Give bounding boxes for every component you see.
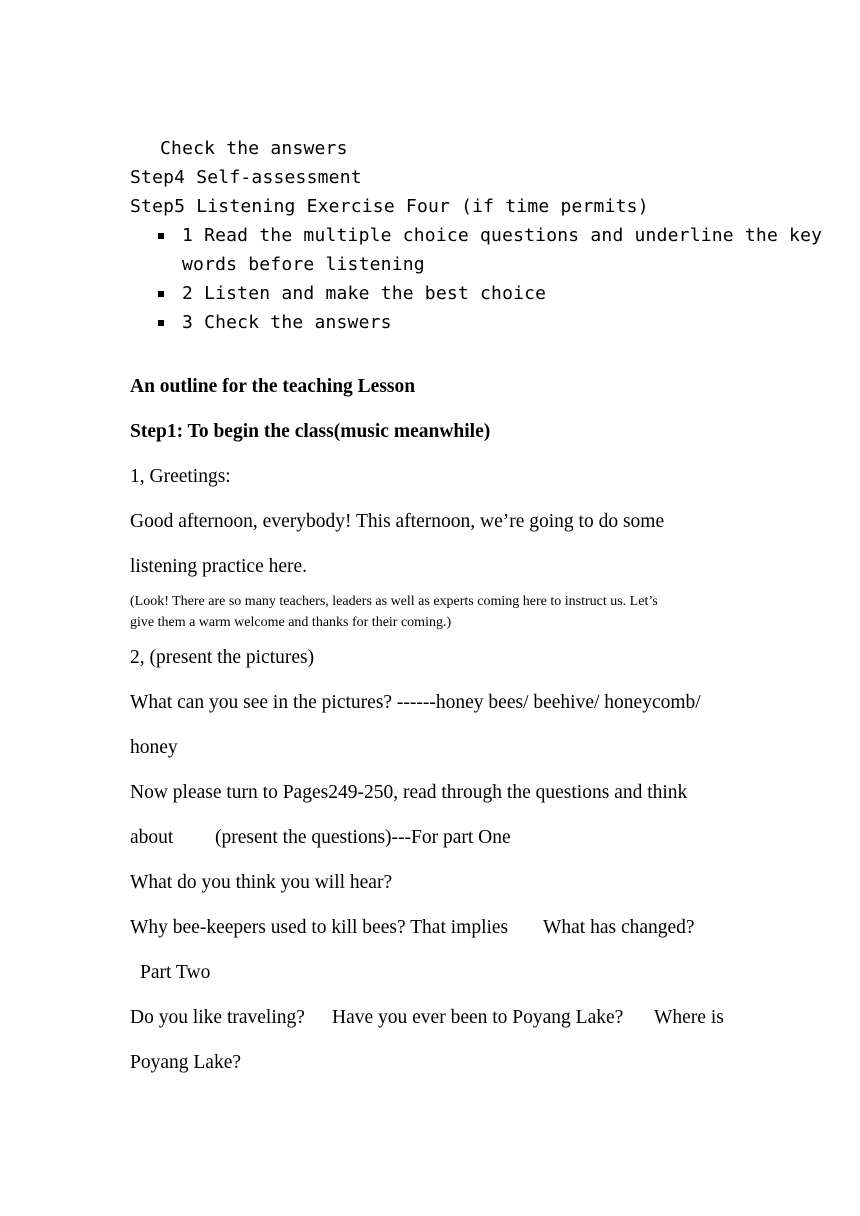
bullet-marker	[158, 233, 164, 239]
turn-pages-text: Now please turn to Pages249-250, read through the questions and think	[130, 782, 688, 803]
bee-keepers-question: Why bee-keepers used to kill bees? That implies	[130, 917, 509, 938]
bullet-marker	[158, 291, 164, 297]
where-is-question: Where is	[654, 1007, 724, 1028]
hear-question: What do you think you will hear?	[130, 872, 393, 893]
outline-heading: An outline for the teaching Lesson	[130, 376, 416, 397]
list-item-text: 2 Listen and make the best choice	[182, 283, 547, 304]
step5-heading: Step5 Listening Exercise Four (if time permits)	[130, 196, 649, 217]
greeting-text-continued: listening practice here.	[130, 556, 308, 577]
greetings-label: 1, Greetings:	[130, 466, 231, 487]
step4-heading: Step4 Self-assessment	[130, 167, 362, 188]
turn-pages-about: about	[130, 827, 174, 848]
where-is-question-continued: Poyang Lake?	[130, 1052, 242, 1073]
present-pictures-label: 2, (present the pictures)	[130, 647, 315, 668]
pictures-question-continued: honey	[130, 737, 178, 758]
list-item-text: 3 Check the answers	[182, 312, 392, 333]
note-text: (Look! There are so many teachers, leaders as well as experts coming here to instruct us. Let’s	[130, 594, 658, 609]
note-text-continued: give them a warm welcome and thanks for their coming.)	[130, 615, 452, 630]
part-two-label: Part Two	[140, 962, 211, 983]
pictures-question: What can you see in the pictures? ------honey bees/ beehive/ honeycomb/	[130, 692, 701, 713]
traveling-question: Do you like traveling?	[130, 1007, 305, 1028]
step1-heading: Step1: To begin the class(music meanwhile)	[130, 421, 491, 442]
greeting-text: Good afternoon, everybody! This afternoon, we’re going to do some	[130, 511, 665, 532]
poyang-question: Have you ever been to Poyang Lake?	[332, 1007, 624, 1028]
list-item-text-continued: words before listening	[182, 254, 425, 275]
check-answers-line: Check the answers	[160, 138, 348, 159]
list-item-text: 1 Read the multiple choice questions and underline the key	[182, 225, 823, 246]
bullet-marker	[158, 320, 164, 326]
what-changed-question: What has changed?	[543, 917, 695, 938]
present-questions-text: (present the questions)---For part One	[215, 827, 511, 848]
